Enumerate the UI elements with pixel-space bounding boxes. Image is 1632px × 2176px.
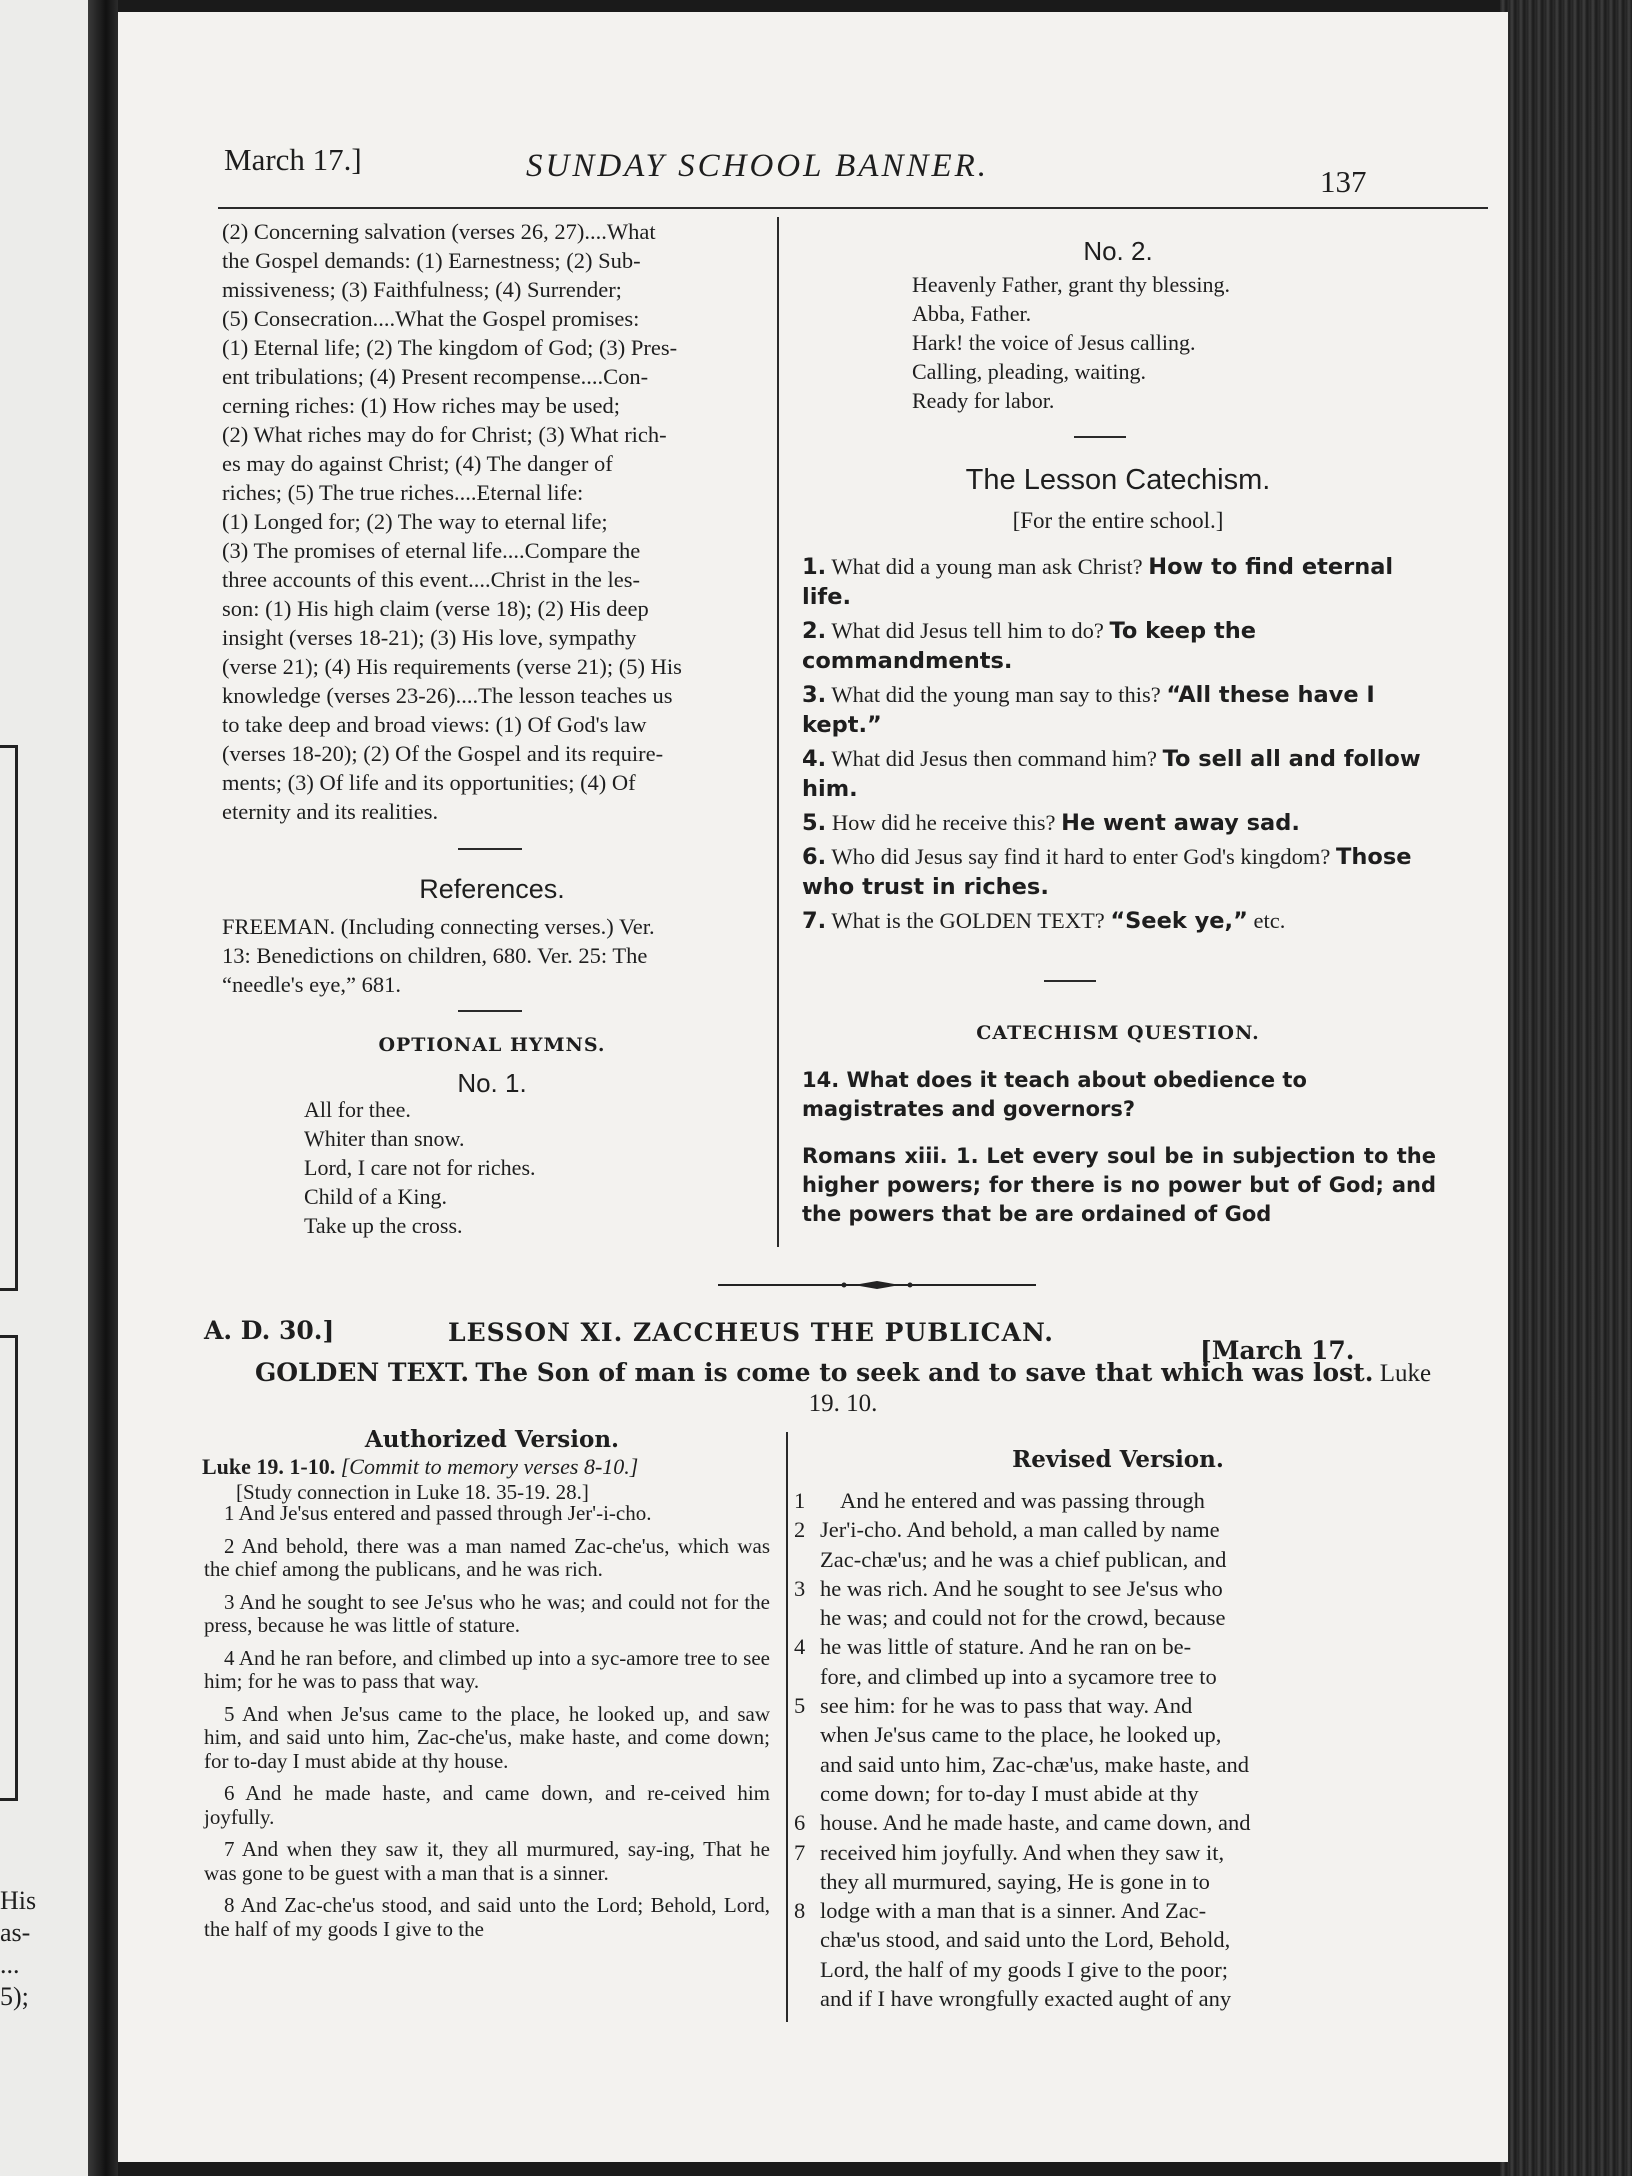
facing-page (0, 0, 102, 2176)
section-rule (458, 1010, 522, 1012)
verse-line (794, 1486, 1464, 1515)
romans-text: Let every soul be in subjection to the higher powers; for there is no power but of God; and the powers that be are ordained of God (802, 1144, 1436, 1226)
golden-text-body: The Son of man is come to seek and to save that which was lost. (475, 1358, 1374, 1387)
verse: 1 And Je'sus entered and passed through Jer'-i-cho. (224, 1501, 652, 1525)
verse-text: he was rich. And he sought to see Je'sus who (820, 1575, 1223, 1601)
verse-number (794, 1662, 820, 1691)
text-line: ments; (3) Of life and its opportunities; (4) Of (222, 770, 636, 795)
catechism-question-heading: CATECHISM QUESTION. (976, 1022, 1260, 1044)
text-line: (1) Eternal life; (2) The kingdom of God; (3) Pres- (222, 335, 678, 360)
text-line: three accounts of this event....Christ in the les- (222, 567, 641, 592)
verse-text: and said unto him, Zac-chæ'us, make haste, and (820, 1751, 1249, 1777)
verse-number: 5 (794, 1693, 806, 1719)
hymn-item: Calling, pleading, waiting. (912, 359, 1147, 384)
page (118, 12, 1508, 2162)
facing-page-fragment: ... (0, 1950, 20, 1979)
verse: 6 And he made haste, and came down, and re-ceived him joyfully. (204, 1781, 770, 1829)
question-number: 7. (802, 908, 827, 934)
hymn-item: Whiter than snow. (304, 1126, 465, 1151)
hymn-item: All for thee. (304, 1097, 411, 1122)
hymn-item: Take up the cross. (304, 1213, 463, 1238)
book-page-edges (1500, 0, 1632, 2176)
hymn-item: Child of a King. (304, 1184, 447, 1209)
question-text: What did Jesus tell him to do? (831, 618, 1104, 643)
catechism-question-text: 14. What does it teach about obedience to magistrates and governors? (802, 1068, 1307, 1121)
verse: 2 And behold, there was a man named Zac-che'us, which was the chief among the publicans, and he was rich. (204, 1533, 770, 1581)
lesson-month: [March 17. (1200, 1336, 1355, 1365)
answer-text: “All these have I kept.” (802, 682, 1375, 738)
verse-text: he was little of stature. And he ran on be- (820, 1634, 1192, 1660)
question-number: 3. (802, 682, 827, 708)
verse-number: 7 (794, 1839, 806, 1865)
catechism-item (802, 808, 1436, 838)
verse-line (794, 1603, 1464, 1632)
section-rule (1074, 436, 1126, 438)
text-line: missiveness; (3) Faithfulness; (4) Surrender; (222, 277, 622, 302)
text-line: insight (verses 18-21); (3) His love, sympathy (222, 625, 637, 650)
verse-text: they all murmured, saying, He is gone in to (820, 1868, 1210, 1894)
text-line: (3) The promises of eternal life....Compare the (222, 538, 641, 563)
text-line: eternity and its realities. (222, 799, 439, 824)
question-number: 1. (802, 554, 827, 580)
hymn-list-2 (912, 270, 1230, 415)
verse-line (794, 1662, 1464, 1691)
verse-number (794, 1720, 820, 1749)
lesson-date: A. D. 30.] (204, 1316, 335, 1345)
catechism-item (802, 616, 1436, 676)
text-line: knowledge (verses 23-26)....The lesson teaches us (222, 683, 673, 708)
optional-hymns-heading: OPTIONAL HYMNS. (378, 1034, 606, 1056)
verse-number (794, 1925, 820, 1954)
catechism-item (802, 744, 1436, 804)
verse-line (794, 1750, 1464, 1779)
catechism-item (802, 906, 1436, 936)
answer-text: “Seek ye,” (1110, 908, 1248, 934)
verse-text: fore, and climbed up into a sycamore tree to (820, 1663, 1217, 1689)
golden-text (248, 1358, 1438, 1419)
hymns-no2-heading: No. 2. (1083, 236, 1153, 266)
text-line: (1) Longed for; (2) The way to eternal life; (222, 509, 608, 534)
verse-text: Zac-chæ'us; and he was a chief publican, and (820, 1546, 1227, 1572)
catechism-title: The Lesson Catechism. (965, 464, 1271, 496)
facing-page-fragment: His (0, 1886, 37, 1915)
text-line: (verse 21); (4) His requirements (verse 21); (5) His (222, 654, 682, 679)
references-heading: References. (419, 874, 565, 904)
header-title: SUNDAY SCHOOL BANNER. (526, 148, 990, 184)
verse-text: he was; and could not for the crowd, because (820, 1605, 1226, 1631)
verse-line (794, 1867, 1464, 1896)
verse-line (794, 1955, 1464, 1984)
romans-passage (802, 1142, 1436, 1229)
column-divider (777, 217, 779, 1247)
verse-line (794, 1632, 1464, 1661)
verse-line (794, 1838, 1464, 1867)
verse-number (794, 1867, 820, 1896)
text-line: (verses 18-20); (2) Of the Gospel and its require- (222, 741, 664, 766)
text-line: “needle's eye,” 681. (222, 972, 401, 997)
verse-number: 1 (794, 1488, 806, 1513)
verse-text: when Je'sus came to the place, he looked up, (820, 1722, 1222, 1748)
authorized-reference-line (202, 1454, 778, 1480)
verse-text: received him joyfully. And when they saw it, (820, 1839, 1225, 1865)
text-line: riches; (5) The true riches....Eternal life: (222, 480, 584, 505)
verse-number: 2 (794, 1517, 806, 1543)
left-column (222, 217, 762, 826)
text-line: es may do against Christ; (4) The danger of (222, 451, 613, 476)
verse-text: come down; for to-day I must abide at thy (820, 1780, 1199, 1806)
scripture-reference: Luke 19. 1-10. (202, 1454, 336, 1479)
hymns-no1-heading: No. 1. (457, 1068, 527, 1098)
question-text: How did he receive this? (831, 810, 1056, 835)
hymn-list-1 (304, 1095, 536, 1240)
text-line: (2) Concerning salvation (verses 26, 27)....What (222, 219, 656, 244)
text-line: son: (1) His high claim (verse 18); (2) His deep (222, 596, 649, 621)
verse-line (794, 1720, 1464, 1749)
verse-number (794, 1955, 820, 1984)
catechism-questions (802, 552, 1436, 940)
text-line: (5) Consecration....What the Gospel promises: (222, 306, 640, 331)
romans-reference: Romans xiii. 1. (802, 1144, 979, 1168)
revised-text (794, 1486, 1464, 2013)
verse-number: 8 (794, 1898, 806, 1924)
study-note: [Study connection in Luke 18. 35-19. 28.] (236, 1480, 589, 1504)
hymn-item: Abba, Father. (912, 301, 1032, 326)
authorized-text (204, 1502, 770, 1941)
verse-line (794, 1896, 1464, 1925)
verse-text: chæ'us stood, and said unto the Lord, Behold, (820, 1927, 1231, 1953)
text-line: cerning riches: (1) How riches may be used; (222, 393, 620, 418)
text-line: the Gospel demands: (1) Earnestness; (2) Sub- (222, 248, 641, 273)
verse: 5 And when Je'sus came to the place, he looked up, and saw him, and said unto him, Zac-che'us, make haste, and come down; for to-day I must abide at thy house. (204, 1701, 770, 1773)
catechism-item (802, 680, 1436, 740)
verse-number (794, 1984, 820, 2013)
question-number: 5. (802, 810, 827, 836)
verse: 4 And he ran before, and climbed up into a syc-amore tree to see him; for he was to pass that way. (204, 1645, 770, 1693)
column-divider (786, 1432, 788, 2022)
facing-page-frame-top (0, 745, 18, 1291)
question-text: What did a young man ask Christ? (831, 554, 1143, 579)
catechism-subtitle: [For the entire school.] (1012, 508, 1224, 533)
page-number: 137 (1320, 164, 1367, 199)
text-line: to take deep and broad views: (1) Of God's law (222, 712, 647, 737)
verse-number (794, 1750, 820, 1779)
authorized-version-heading: Authorized Version. (364, 1426, 620, 1453)
question-text: What did Jesus then command him? (831, 746, 1157, 771)
hymn-item: Hark! the voice of Jesus calling. (912, 330, 1196, 355)
verse-line (794, 1515, 1464, 1544)
lesson-title: LESSON XI. ZACCHEUS THE PUBLICAN. (448, 1318, 1054, 1347)
text-line: FREEMAN. (Including connecting verses.) Ver. (222, 914, 655, 939)
golden-text-reference: Luke 19. 10. (808, 1360, 1432, 1417)
question-number: 4. (802, 746, 827, 772)
answer-text: How to find eternal life. (802, 554, 1394, 610)
verse-number: 4 (794, 1634, 806, 1660)
verse: 8 And Zac-che'us stood, and said unto the Lord; Behold, Lord, the half of my goods I give to the (204, 1893, 770, 1941)
section-rule (458, 848, 522, 850)
header-date: March 17.] (224, 142, 362, 177)
verse-number: 6 (794, 1810, 806, 1836)
catechism-item (802, 842, 1436, 902)
verse: 3 And he sought to see Je'sus who he was; and could not for the press, because he was little of stature. (204, 1589, 770, 1637)
revised-version-heading: Revised Version. (1012, 1446, 1224, 1473)
answer-text: To keep the commandments. (802, 618, 1257, 674)
memory-note: [Commit to memory verses 8-10.] (340, 1454, 639, 1479)
question-number: 6. (802, 844, 827, 870)
question-text: Who did Jesus say find it hard to enter God's kingdom? (831, 844, 1331, 869)
book-gutter (88, 0, 118, 2176)
answer-text: He went away sad. (1061, 810, 1300, 836)
catechism-item (802, 552, 1436, 612)
verse-line (794, 1808, 1464, 1837)
answer-tail: etc. (1253, 908, 1286, 933)
question-number: 2. (802, 618, 827, 644)
verse-line (794, 1925, 1464, 1954)
golden-text-label: GOLDEN TEXT. (254, 1358, 470, 1387)
ornament-divider (718, 1280, 1036, 1290)
hymn-item: Lord, I care not for riches. (304, 1155, 536, 1180)
section-rule (1044, 980, 1096, 982)
verse-line (794, 1779, 1464, 1808)
verse-line (794, 1984, 1464, 2013)
facing-page-frame-bottom (0, 1335, 18, 1801)
verse-line (794, 1545, 1464, 1574)
text-line: ent tribulations; (4) Present recompense....Con- (222, 364, 649, 389)
verse: 7 And when they saw it, they all murmured, say-ing, That he was gone to be guest with a man that is a sinner. (204, 1837, 770, 1885)
answer-text: Those who trust in riches. (802, 844, 1412, 900)
verse-text: and if I have wrongfully exacted aught of any (820, 1986, 1232, 2012)
verse-line (794, 1691, 1464, 1720)
answer-text: To sell all and follow him. (802, 746, 1421, 802)
hymn-item: Heavenly Father, grant thy blessing. (912, 272, 1231, 297)
question-text: What is the GOLDEN TEXT? (831, 908, 1105, 933)
verse-number (794, 1779, 820, 1808)
text-line: 13: Benedictions on children, 680. Ver. 25: The (222, 943, 648, 968)
text-line: (2) What riches may do for Christ; (3) What rich- (222, 422, 667, 447)
verse-text: Lord, the half of my goods I give to the poor; (820, 1956, 1229, 1982)
verse-line (794, 1574, 1464, 1603)
verse-text: lodge with a man that is a sinner. And Zac- (820, 1898, 1207, 1924)
facing-page-fragment: 5); (0, 1982, 29, 2011)
verse-text: And he entered and was passing through (840, 1488, 1205, 1513)
verse-text: Jer'i-cho. And behold, a man called by name (820, 1517, 1220, 1543)
verse-text: see him: for he was to pass that way. And (820, 1693, 1193, 1719)
verse-number (794, 1603, 820, 1632)
hymn-item: Ready for labor. (912, 388, 1055, 413)
verse-number: 3 (794, 1575, 806, 1601)
question-text: What did the young man say to this? (831, 682, 1161, 707)
header-rule (218, 207, 1488, 209)
verse-text: house. And he made haste, and came down, and (820, 1810, 1251, 1836)
facing-page-fragment: as- (0, 1918, 31, 1947)
references-text (222, 912, 762, 999)
verse-number (794, 1545, 820, 1574)
